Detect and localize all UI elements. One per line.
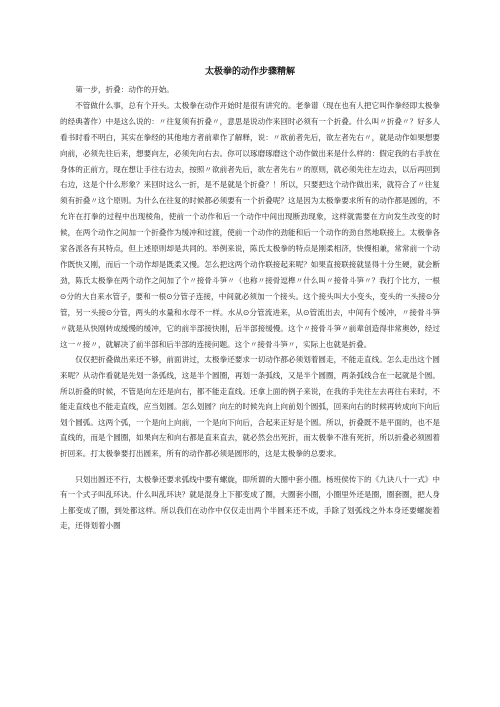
paragraph-folding: 不管做什么事，总有个开头。太极拳在动作开始时是很有讲究的。老拳谱（现在也有人把它叫作拳经即太极拳的经典著作）中是这么说的：〃往复须有折叠〃，意思是说动作来回时必须有一个折叠。什么叫〃折叠〃？好多人看书时看不明白，其实在拳经的其他地方者前辈作了解释，说：〃欲前者先后，欲左者先右〃，就是动作如果想要向前，必须先往后来，想要向左，必须先向右去。你可以琢磨琢磨这个动作做出来是什么样的：假定我的右手放在身体的正前方，现在想让手往右边去，按照〃欲前者先后，欲左者先右〃的原则，就必须先往左边去，以后再回到右边，这是个什么形象？来回时这么一折，是不是就是个折叠？！所以，只要把这个动作做出来，就符合了〃往复须有折叠〃这个原则。为什么在往复的时候都必须要有一个折叠呢？这是因为太极拳要求所有的动作都是圆的，不允许在打拳的过程中出现棱角，使前一个动作和后一个动作中间出现断劲现象，这样就需要在方向发生改变的时候，在两个动作之间加一个折叠作为缓冲和过渡，使前一个动作的劲能和后一个动作的劲自然地联接上。太极拳各家各派各有其特点，但上述原则却是共同的。举例来说，陈氏太极拳的特点是刚柔相济，快慢相兼，常常前一个动作既快又刚，而后一个动作却是既柔又慢。怎么把这两个动作联接起来呢？如果直接联接就显得十分生硬，就会断劲，陈氏太极拳在两个动作之间加了个〃接骨斗笋〃（也称〃接骨逗榫〃什么叫〃接骨斗笋〃？我打个比方，一根⊙分的大自来水管子，要和一根⊙分管子连接，中间就必须加一个接头。这个接头叫大小变头，变头的一头接⊙分管，另一头接⊙分管，两头的水量和水母不一样。水从⊙分管流进来，从⊙管流出去，中间有个缓冲，〃接骨斗笋〃就是从快刚转成缓慢的缓冲，它的前半部接快刚，后半部接缓慢。这个〃接骨斗笋〃前辈创造得非常奥妙，经过这一〃接〃，就解决了前半部和后半部的连接问题。这个〃接骨斗笋〃，实际上也就是折叠。 [60,100,440,349]
paragraph-circles: 仅仅把折叠做出来还不够，前面讲过，太极拳还要求一切动作都必须划着圆走，不能走直线。怎么走出这个圆来呢？从动作看就是先划一条弧线，这是半个圆圈，再划一条弧线，又是半个圆圈，两条弧线合在一起就是个圆。所以折叠的时候，不管是向左还是向右，都不能走直线。还拿上面的例子来说，在我的手先往左去再往右来时，不能走直线也不能走直线，应当划圆。怎么划圆？向左的时候先向上向前划个圆弧，回来向右的时候再转成向下向后划个圆弧。这两个弧，一个是向上向前，一个是向下向后，合起来正好是个圆。所以，折叠既不是平面的，也不是直线的，而是个圆圈，如果向左和向右都是直来直去，就必然会出死折，而太极拳不准有死折，所以折叠必须圆着折回来。打太极拳要打出圆来，所有的动作都必须是圆形的，这是太极拳的总要求。 [60,355,440,458]
document-title: 太极拳的动作步骤精解 [204,67,295,77]
paragraph-step-one: 第一步，折叠：动作的开始。 [75,85,174,94]
paragraph-spiral: 只划出圆还不行，太极拳还要求弧线中要有螺旋，即所谓的大圈中套小圈。杨班侯传下的《九诀八十一式》中有一个式子叫乱环诀。什么叫乱环诀？就是混身上下都变成了圈，大圈套小圈，小圈里外还是圈，圈套圈，把人身上都变成了圈，到处都这样。所以我们在动作中仅仅走出两个半圆来还不成，手除了划弧线之外本身还要螺旋着走，还得划着小圈 [60,474,440,531]
